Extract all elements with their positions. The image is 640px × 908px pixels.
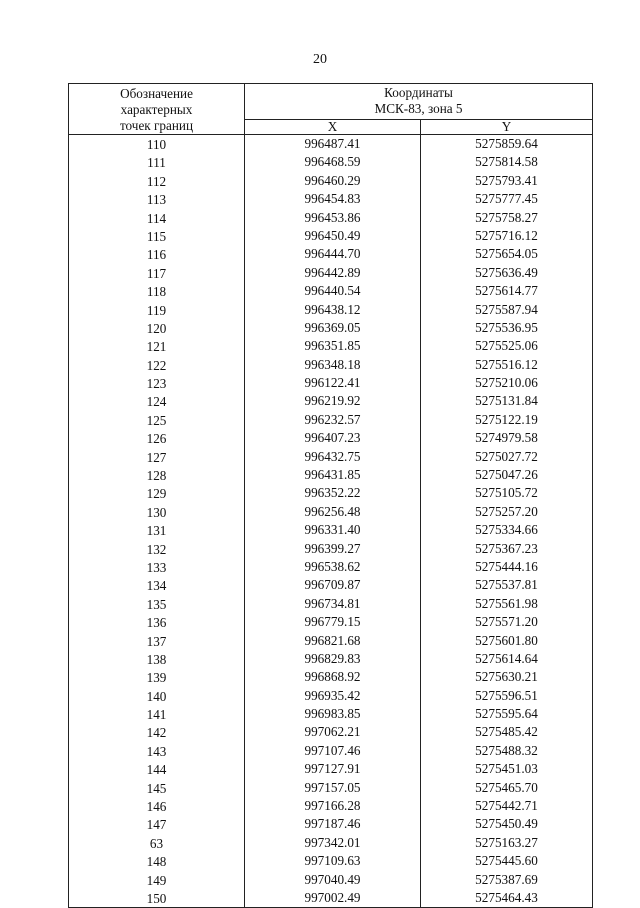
table-row [69, 724, 593, 742]
x-coordinate-cell: 996352.22 [245, 484, 421, 502]
y-coordinate-cell: 5275793.41 [421, 172, 593, 190]
point-cell: 133 [69, 558, 245, 576]
header-point-line-2: характерных [120, 102, 193, 117]
y-coordinate-cell: 5275131.84 [421, 392, 593, 410]
point-cell: 123 [69, 374, 245, 392]
y-coordinate-cell: 5275163.27 [421, 834, 593, 852]
table-row [69, 282, 593, 300]
x-coordinate-cell: 996442.89 [245, 264, 421, 282]
y-coordinate-cell: 5275571.20 [421, 613, 593, 631]
x-coordinate-cell: 996438.12 [245, 301, 421, 319]
x-coordinate-cell: 996709.87 [245, 576, 421, 594]
x-coordinate-cell: 996431.85 [245, 466, 421, 484]
x-coordinate-cell: 996450.49 [245, 227, 421, 245]
x-coordinate-cell: 996868.92 [245, 668, 421, 686]
table-row [69, 374, 593, 392]
table-row [69, 779, 593, 797]
point-cell: 129 [69, 484, 245, 502]
x-coordinate-cell: 996369.05 [245, 319, 421, 337]
header-coordinates-system: МСК-83, зона 5 [374, 101, 463, 117]
point-cell: 122 [69, 356, 245, 374]
y-coordinate-cell: 5275614.64 [421, 650, 593, 668]
header-x: X [245, 119, 421, 134]
table-row [69, 871, 593, 889]
point-cell: 112 [69, 172, 245, 190]
table-row [69, 558, 593, 576]
header-point-line-3: точек границ [119, 118, 194, 133]
coordinates-table [68, 83, 593, 908]
x-coordinate-cell: 997107.46 [245, 742, 421, 760]
y-coordinate-cell: 5275450.49 [421, 815, 593, 833]
y-coordinate-cell: 5275561.98 [421, 595, 593, 613]
table-row [69, 540, 593, 558]
table-row [69, 245, 593, 263]
y-coordinate-cell: 5275027.72 [421, 448, 593, 466]
table-row [69, 650, 593, 668]
point-cell: 63 [69, 834, 245, 852]
table-row [69, 466, 593, 484]
x-coordinate-cell: 996407.23 [245, 429, 421, 447]
point-cell: 136 [69, 613, 245, 631]
table-row [69, 411, 593, 429]
x-coordinate-cell: 996487.41 [245, 135, 421, 154]
table-row [69, 815, 593, 833]
header-coordinates [245, 84, 593, 120]
y-coordinate-cell: 5275654.05 [421, 245, 593, 263]
y-coordinate-cell: 5275536.95 [421, 319, 593, 337]
table-body [69, 135, 593, 908]
x-coordinate-cell: 996983.85 [245, 705, 421, 723]
table-row [69, 448, 593, 466]
point-cell: 139 [69, 668, 245, 686]
table-row [69, 632, 593, 650]
point-cell: 113 [69, 190, 245, 208]
y-coordinate-cell: 5275367.23 [421, 540, 593, 558]
table-row [69, 613, 593, 631]
point-cell: 119 [69, 301, 245, 319]
table-row [69, 301, 593, 319]
header-point-line-1: Обозначение [120, 86, 193, 101]
y-coordinate-cell: 5275451.03 [421, 760, 593, 778]
point-cell: 146 [69, 797, 245, 815]
table-row [69, 797, 593, 815]
x-coordinate-cell: 996538.62 [245, 558, 421, 576]
x-coordinate-cell: 997157.05 [245, 779, 421, 797]
x-coordinate-cell: 997342.01 [245, 834, 421, 852]
y-coordinate-cell: 5275105.72 [421, 484, 593, 502]
x-coordinate-cell: 996829.83 [245, 650, 421, 668]
point-cell: 125 [69, 411, 245, 429]
x-coordinate-cell: 996122.41 [245, 374, 421, 392]
table-row [69, 172, 593, 190]
point-cell: 150 [69, 889, 245, 908]
y-coordinate-cell: 5275758.27 [421, 209, 593, 227]
y-coordinate-cell: 5275614.77 [421, 282, 593, 300]
x-coordinate-cell: 996821.68 [245, 632, 421, 650]
table-row [69, 392, 593, 410]
y-coordinate-cell: 5275445.60 [421, 852, 593, 870]
point-cell: 134 [69, 576, 245, 594]
header-point-designation [69, 84, 245, 135]
point-cell: 114 [69, 209, 245, 227]
y-coordinate-cell: 5275465.70 [421, 779, 593, 797]
header-y: Y [421, 119, 593, 134]
x-coordinate-cell: 996468.59 [245, 153, 421, 171]
table-row [69, 705, 593, 723]
table-row [69, 687, 593, 705]
x-coordinate-cell: 996460.29 [245, 172, 421, 190]
point-cell: 147 [69, 815, 245, 833]
y-coordinate-cell: 5275814.58 [421, 153, 593, 171]
point-cell: 115 [69, 227, 245, 245]
y-coordinate-cell: 5275587.94 [421, 301, 593, 319]
x-coordinate-cell: 997187.46 [245, 815, 421, 833]
point-cell: 111 [69, 153, 245, 171]
y-coordinate-cell: 5275122.19 [421, 411, 593, 429]
y-coordinate-cell: 5275334.66 [421, 521, 593, 539]
y-coordinate-cell: 5275387.69 [421, 871, 593, 889]
table-row [69, 429, 593, 447]
table-row [69, 135, 593, 154]
point-cell: 144 [69, 760, 245, 778]
y-coordinate-cell: 5275777.45 [421, 190, 593, 208]
y-coordinate-cell: 5275210.06 [421, 374, 593, 392]
table-row [69, 356, 593, 374]
x-coordinate-cell: 996256.48 [245, 503, 421, 521]
y-coordinate-cell: 5275537.81 [421, 576, 593, 594]
y-coordinate-cell: 5275716.12 [421, 227, 593, 245]
x-coordinate-cell: 996348.18 [245, 356, 421, 374]
y-coordinate-cell: 5274979.58 [421, 429, 593, 447]
x-coordinate-cell: 996351.85 [245, 337, 421, 355]
table-row [69, 852, 593, 870]
x-coordinate-cell: 996779.15 [245, 613, 421, 631]
header-coordinates-title: Координаты [384, 85, 453, 101]
table-row [69, 742, 593, 760]
table-row [69, 153, 593, 171]
table-row [69, 889, 593, 908]
point-cell: 138 [69, 650, 245, 668]
x-coordinate-cell: 996432.75 [245, 448, 421, 466]
x-coordinate-cell: 997040.49 [245, 871, 421, 889]
y-coordinate-cell: 5275047.26 [421, 466, 593, 484]
y-coordinate-cell: 5275595.64 [421, 705, 593, 723]
table-row [69, 484, 593, 502]
table-header [69, 84, 593, 135]
table-row [69, 503, 593, 521]
x-coordinate-cell: 997109.63 [245, 852, 421, 870]
point-cell: 120 [69, 319, 245, 337]
x-coordinate-cell: 997062.21 [245, 724, 421, 742]
point-cell: 116 [69, 245, 245, 263]
x-coordinate-cell: 996440.54 [245, 282, 421, 300]
point-cell: 117 [69, 264, 245, 282]
x-coordinate-cell: 996444.70 [245, 245, 421, 263]
table-row [69, 319, 593, 337]
y-coordinate-cell: 5275601.80 [421, 632, 593, 650]
page-number: 20 [313, 52, 327, 67]
x-coordinate-cell: 997002.49 [245, 889, 421, 908]
point-cell: 148 [69, 852, 245, 870]
point-cell: 110 [69, 135, 245, 154]
y-coordinate-cell: 5275464.43 [421, 889, 593, 908]
table-row [69, 521, 593, 539]
point-cell: 132 [69, 540, 245, 558]
point-cell: 127 [69, 448, 245, 466]
x-coordinate-cell: 996331.40 [245, 521, 421, 539]
table-row [69, 760, 593, 778]
x-coordinate-cell: 997127.91 [245, 760, 421, 778]
point-cell: 145 [69, 779, 245, 797]
table-row [69, 576, 593, 594]
y-coordinate-cell: 5275636.49 [421, 264, 593, 282]
y-coordinate-cell: 5275488.32 [421, 742, 593, 760]
table-row [69, 209, 593, 227]
x-coordinate-cell: 996734.81 [245, 595, 421, 613]
table-row [69, 227, 593, 245]
table-row [69, 595, 593, 613]
point-cell: 137 [69, 632, 245, 650]
point-cell: 118 [69, 282, 245, 300]
table-row [69, 668, 593, 686]
x-coordinate-cell: 996453.86 [245, 209, 421, 227]
point-cell: 126 [69, 429, 245, 447]
y-coordinate-cell: 5275596.51 [421, 687, 593, 705]
x-coordinate-cell: 997166.28 [245, 797, 421, 815]
table-row [69, 190, 593, 208]
x-coordinate-cell: 996232.57 [245, 411, 421, 429]
table-row [69, 834, 593, 852]
y-coordinate-cell: 5275257.20 [421, 503, 593, 521]
point-cell: 143 [69, 742, 245, 760]
y-coordinate-cell: 5275630.21 [421, 668, 593, 686]
y-coordinate-cell: 5275859.64 [421, 135, 593, 154]
point-cell: 140 [69, 687, 245, 705]
point-cell: 131 [69, 521, 245, 539]
x-coordinate-cell: 996935.42 [245, 687, 421, 705]
point-cell: 149 [69, 871, 245, 889]
y-coordinate-cell: 5275444.16 [421, 558, 593, 576]
point-cell: 135 [69, 595, 245, 613]
point-cell: 128 [69, 466, 245, 484]
table-row [69, 337, 593, 355]
y-coordinate-cell: 5275442.71 [421, 797, 593, 815]
x-coordinate-cell: 996454.83 [245, 190, 421, 208]
point-cell: 141 [69, 705, 245, 723]
y-coordinate-cell: 5275485.42 [421, 724, 593, 742]
x-coordinate-cell: 996399.27 [245, 540, 421, 558]
y-coordinate-cell: 5275516.12 [421, 356, 593, 374]
point-cell: 130 [69, 503, 245, 521]
table-row [69, 264, 593, 282]
point-cell: 121 [69, 337, 245, 355]
y-coordinate-cell: 5275525.06 [421, 337, 593, 355]
point-cell: 142 [69, 724, 245, 742]
x-coordinate-cell: 996219.92 [245, 392, 421, 410]
point-cell: 124 [69, 392, 245, 410]
